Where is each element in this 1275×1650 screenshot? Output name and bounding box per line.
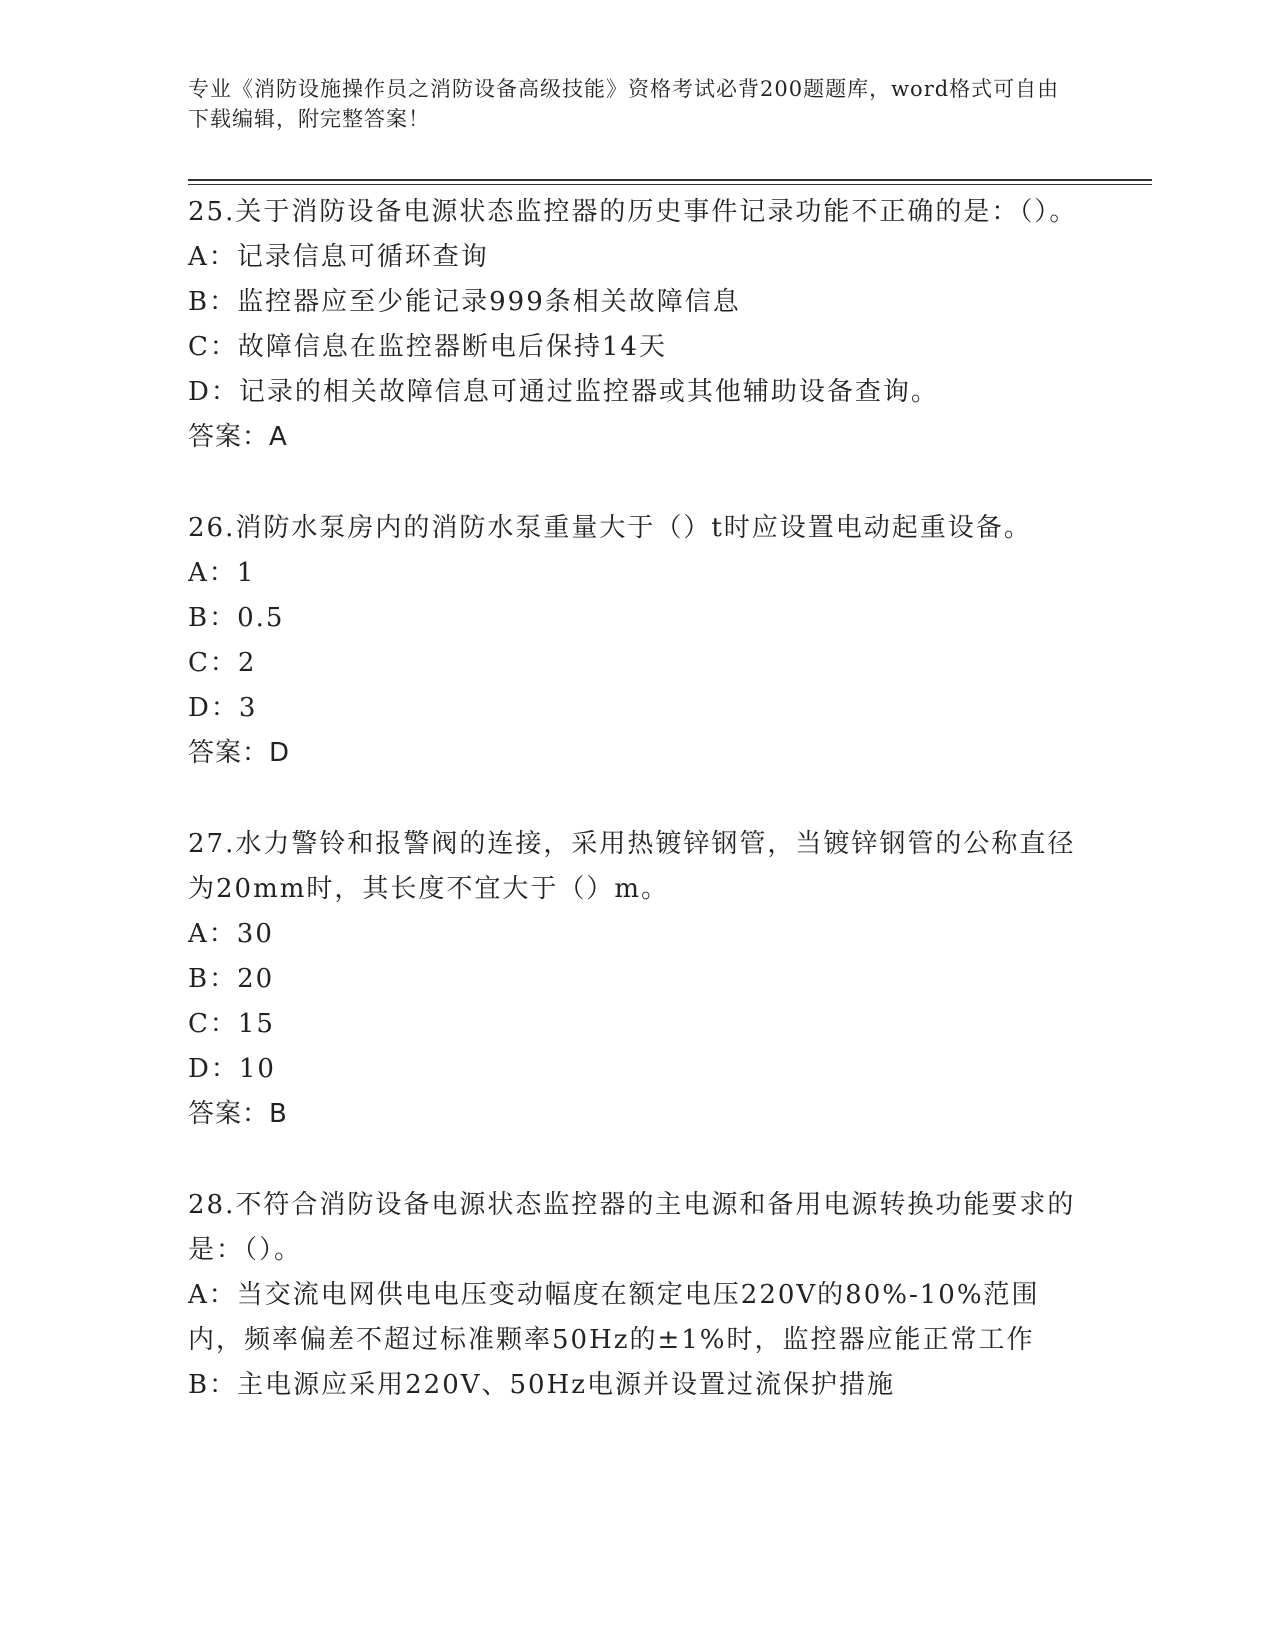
answer-line: 答案：A <box>188 422 288 452</box>
option-a: A：1 <box>188 558 256 588</box>
option-d: D：3 <box>188 693 258 723</box>
question-27 <box>188 822 1088 1137</box>
question-spacer <box>188 460 1088 506</box>
question-spacer <box>188 776 1088 822</box>
question-26 <box>188 506 1088 776</box>
question-28 <box>188 1183 1088 1408</box>
option-b: B：0.5 <box>188 603 285 633</box>
header-divider-thick <box>188 179 1152 181</box>
option-c: C：故障信息在监控器断电后保持14天 <box>188 332 667 362</box>
option-b: B：主电源应采用220V、50Hz电源并设置过流保护措施 <box>188 1370 895 1400</box>
option-a: A：当交流电网供电电压变动幅度在额定电压220V的80%-10%范围内，频率偏差不超过标准颗率50Hz的±1%时，监控器应能正常工作 <box>188 1280 1040 1355</box>
question-stem: 28.不符合消防设备电源状态监控器的主电源和备用电源转换功能要求的是：（）。 <box>188 1190 1076 1265</box>
question-stem: 25.关于消防设备电源状态监控器的历史事件记录功能不正确的是：（）。 <box>188 197 1078 227</box>
option-b: B：监控器应至少能记录999条相关故障信息 <box>188 287 741 317</box>
option-d: D：10 <box>188 1054 276 1084</box>
question-stem: 27.水力警铃和报警阀的连接，采用热镀锌钢管，当镀锌钢管的公称直径为20mm时，其长度不宜大于（）m。 <box>188 829 1076 904</box>
option-a: A：30 <box>188 919 274 949</box>
answer-line: 答案：D <box>188 738 291 768</box>
option-b: B：20 <box>188 964 275 994</box>
answer-line: 答案：B <box>188 1099 288 1129</box>
question-spacer <box>188 1137 1088 1183</box>
option-c: C：2 <box>188 648 257 678</box>
document-header: 专业《消防设施操作员之消防设备高级技能》资格考试必背200题题库，word格式可自由下载编辑，附完整答案！ <box>188 77 1060 131</box>
option-c: C：15 <box>188 1009 275 1039</box>
option-d: D：记录的相关故障信息可通过监控器或其他辅助设备查询。 <box>188 377 939 407</box>
question-list <box>188 190 1088 1408</box>
option-a: A：记录信息可循环查询 <box>188 242 489 272</box>
question-stem: 26.消防水泵房内的消防水泵重量大于（）t时应设置电动起重设备。 <box>188 513 1032 543</box>
question-25 <box>188 190 1088 460</box>
header-divider-thin <box>188 184 1152 185</box>
